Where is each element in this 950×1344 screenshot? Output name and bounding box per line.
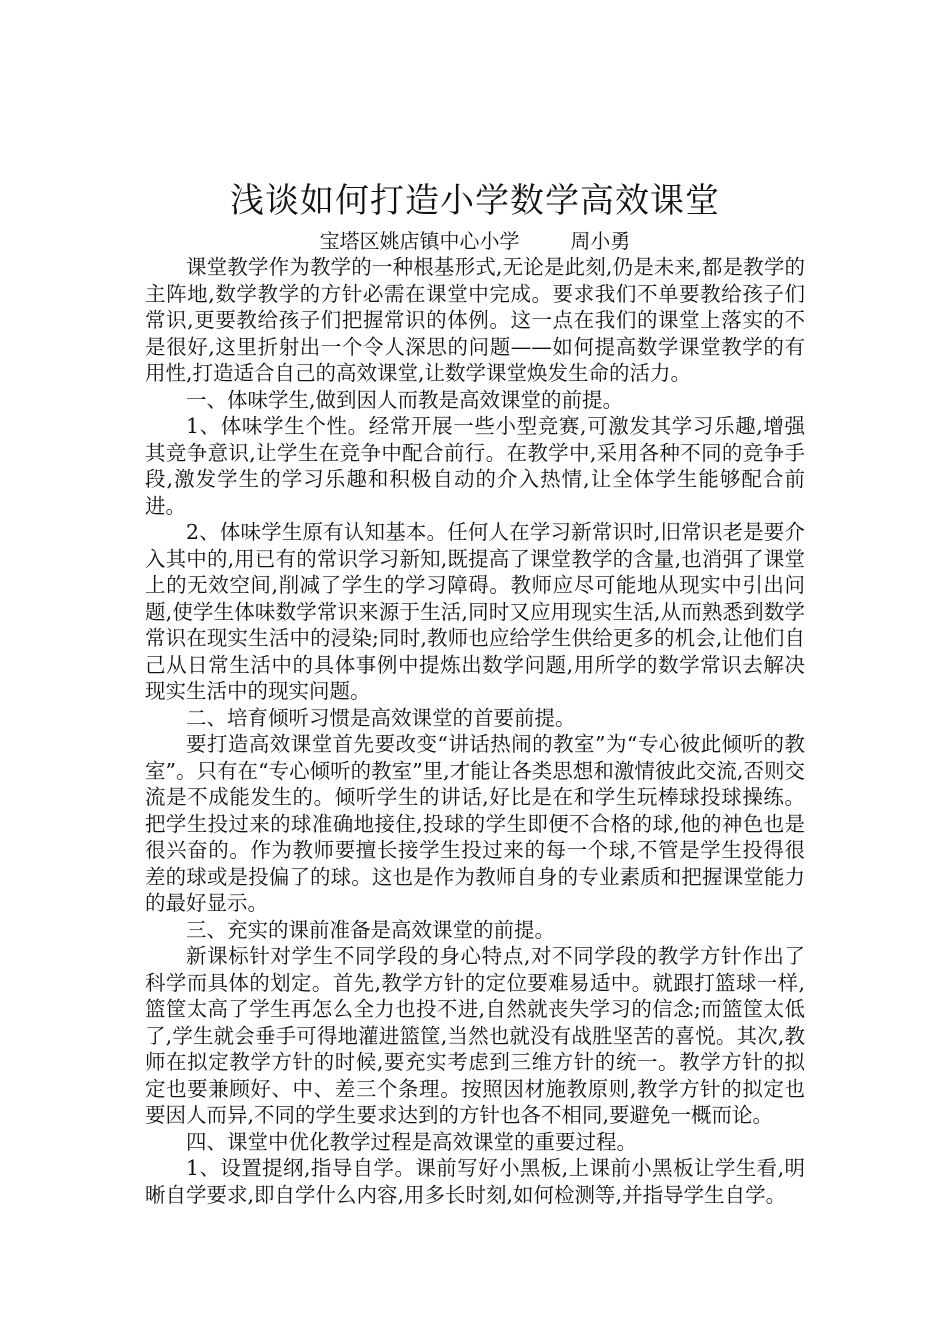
paragraph: 新课标针对学生不同学段的身心特点,对不同学段的教学方针作出了科学而具体的划定。首先,教学方针的定位要难易适中。就跟打篮球一样,篮筐太高了学生再怎么全力也投不进,自然就丧失学习的信念;而篮筐太低了,学生就会垂手可得地灌进篮筐,当然也就没有战胜坚苦的喜悦。其次,教师在拟定教学方针的时候,要充实考虑到三维方针的统一。教学方针的拟定也要兼顾好、中、差三个条理。按照因材施教原则,教学方针的拟定也要因人而异,不同的学生要求达到的方针也各不相同,要避免一概而论。 <box>145 944 805 1127</box>
section-heading: 一、体味学生,做到因人而教是高效课堂的前提。 <box>186 387 624 412</box>
section-heading: 四、课堂中优化教学过程是高效课堂的重要过程。 <box>186 1129 637 1154</box>
document-page <box>145 178 805 1208</box>
document-title: 浅谈如何打造小学数学高效课堂 <box>230 181 720 221</box>
author-byline: 宝塔区姚店镇中心小学 周小勇 <box>319 229 631 253</box>
paragraph: 1、设置提纲,指导自学。课前写好小黑板,上课前小黑板让学生看,明晰自学要求,即自学什么内容,用多长时刻,如何检测等,并指导学生自学。 <box>145 1156 805 1207</box>
paragraph: 课堂教学作为教学的一种根基形式,无论是此刻,仍是未来,都是教学的主阵地,数学教学的方针必需在课堂中完成。要求我们不单要教给孩子们常识,更要教给孩子们把握常识的体例。这一点在我们的课堂上落实的不是很好,这里折射出一个令人深思的问题——如何提高数学课堂教学的有用性,打造适合自己的高效课堂,让数学课堂焕发生命的活力。 <box>145 255 805 385</box>
section-heading: 三、充实的课前准备是高效课堂的前提。 <box>186 917 555 942</box>
paragraph: 要打造高效课堂首先要改变“讲话热闹的教室”为“专心彼此倾听的教室”。只有在“专心倾听的教室”里,才能让各类思想和激情彼此交流,否则交流是不成能发生的。倾听学生的讲话,好比是在和学生玩棒球投球操练。把学生投过来的球准确地接住,投球的学生即便不合格的球,他的神色也是很兴奋的。作为教师要擅长接学生投过来的每一个球,不管是学生投得很差的球或是投偏了的球。这也是作为教师自身的专业素质和把握课堂能力的最好显示。 <box>145 732 805 915</box>
paragraph: 1、体味学生个性。经常开展一些小型竞赛,可激发其学习乐趣,增强其竞争意识,让学生在竞争中配合前行。在教学中,采用各种不同的竞争手段,激发学生的学习乐趣和积极自动的介入热情,让全体学生能够配合前进。 <box>145 414 805 518</box>
paragraph: 2、体味学生原有认知基本。任何人在学习新常识时,旧常识老是要介入其中的,用已有的常识学习新知,既提高了课堂教学的含量,也消弭了课堂上的无效空间,削减了学生的学习障碍。教师应尽可能地从现实中引出问题,使学生体味数学常识来源于生活,同时又应用现实生活,从而熟悉到数学常识在现实生活中的浸染;同时,教师也应给学生供给更多的机会,让他们自己从日常生活中的具体事例中提炼出数学问题,用所学的数学常识去解决现实生活中的现实问题。 <box>145 520 805 703</box>
document-body <box>145 254 805 1208</box>
section-heading: 二、培育倾听习惯是高效课堂的首要前提。 <box>186 705 576 730</box>
